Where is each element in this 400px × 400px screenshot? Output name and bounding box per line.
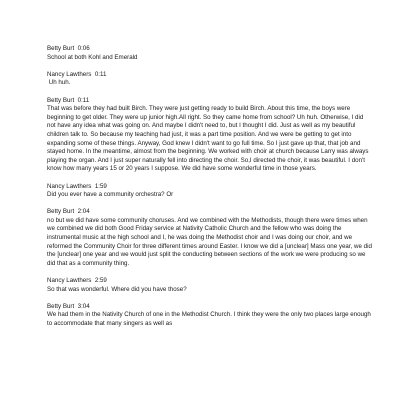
transcript-entry xyxy=(47,97,372,174)
speaker-name: Betty Burt xyxy=(47,96,75,104)
transcript-body xyxy=(47,45,372,337)
speaker-line xyxy=(47,183,372,192)
speaker-name: Nancy Lawthers xyxy=(47,70,92,78)
transcript-entry xyxy=(47,45,372,62)
transcript-entry xyxy=(47,183,372,200)
transcript-entry xyxy=(47,277,372,294)
speaker-line xyxy=(47,303,372,312)
timestamp: 0:11 xyxy=(94,70,107,78)
speaker-line xyxy=(47,71,372,80)
transcript-entry xyxy=(47,303,372,329)
timestamp: 0:11 xyxy=(77,96,90,104)
speaker-line xyxy=(47,97,372,106)
timestamp: 2:59 xyxy=(94,277,107,285)
speaker-line xyxy=(47,45,372,54)
speech-text: no but we did have some community choruses. And we combined with the Methodists, though there were times when we combined we did both Good Friday service at Nativity Catholic Church and the fellow who was doing the instrumental music at the high school and I, he was doing the Methodist choir and I was doing our choir, and we reformed the Community Choir for three different times around Easter. I know we did a [unclear] Mass one year, we did the [unclear] one year and we would just split the conducting between sections of the work we were producing so we did that as a community thing. xyxy=(47,216,374,267)
speaker-name: Betty Burt xyxy=(47,208,75,216)
speaker-name: Betty Burt xyxy=(47,302,75,310)
speaker-line xyxy=(47,277,372,286)
speaker-name: Betty Burt xyxy=(47,45,75,52)
speaker-name: Nancy Lawthers xyxy=(47,182,92,190)
speech-text: So that was wonderful. Where did you have those? xyxy=(47,285,187,293)
speech-text: Uh huh. xyxy=(47,79,71,87)
timestamp: 0:06 xyxy=(77,45,90,52)
speaker-name: Nancy Lawthers xyxy=(47,277,92,285)
speech-text: That was before they had built Birch. They were just getting ready to build Birch. About this time, the boys were beginning to get older. They were up junior high.All right. So they came home from school? Uh huh. Otherwise, I did not have any idea what was going on. And maybe I didn't need to, but I thought I did. Just as well as my beautiful children talk to. So because my teaching had just, it was a part time position. And we were be getting to get into expanding some of these things. Anyway, God knew I didn't want to go full time. So I just gave up that, that job and stayed home. In the meantime, almost from the beginning. We worked with choir at church because Larry was always playing the organ. And I just super naturally fell into directing the choir. So,I directed the choir, it was beautiful. I don't know how many years 15 or 20 years I suppose. We did have some wonderful time in those years. xyxy=(47,105,371,173)
timestamp: 2:04 xyxy=(77,208,90,216)
transcript-entry xyxy=(47,71,372,88)
speech-text: We had them in the Nativity Church of one in the Methodist Church. I think they were the only two places large enough to accommodate that many singers as well as xyxy=(47,311,373,327)
speech-text: School at both Kohl and Emerald xyxy=(47,53,138,61)
speech-text: Did you ever have a community orchestra? Or xyxy=(47,191,174,199)
timestamp: 1:59 xyxy=(94,182,107,190)
transcript-entry xyxy=(47,208,372,268)
speaker-line xyxy=(47,208,372,217)
timestamp: 3:04 xyxy=(77,302,90,310)
